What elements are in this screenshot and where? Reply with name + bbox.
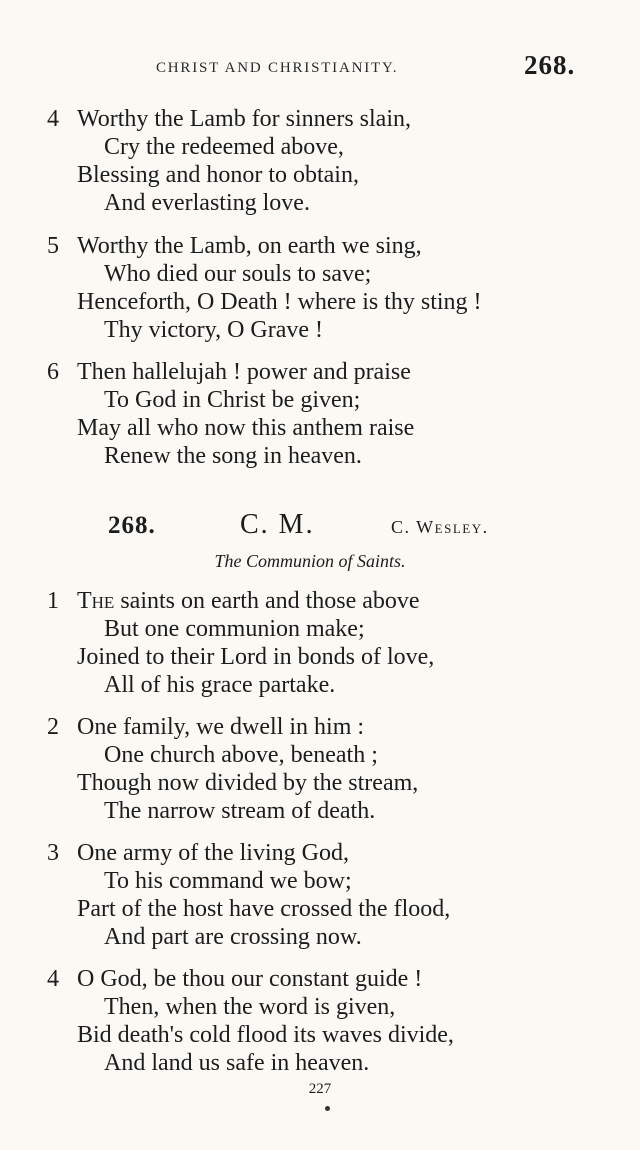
verse-line: And land us safe in heaven. [104, 1050, 370, 1076]
verse-line: One church above, beneath ; [104, 742, 378, 768]
verse-line: Renew the song in heaven. [104, 443, 362, 469]
stanza-number: 6 [47, 359, 59, 385]
verse-line: Bid death's cold flood its waves divide, [77, 1022, 454, 1048]
verse-line: May all who now this anthem raise [77, 415, 415, 441]
page-number: 227 [308, 1081, 332, 1097]
verse-line: Part of the host have crossed the flood, [77, 896, 451, 922]
verse-line: And everlasting love. [104, 190, 310, 216]
verse-line: Worthy the Lamb, on earth we sing, [77, 233, 422, 259]
verse-line: Thy victory, O Grave ! [104, 317, 324, 343]
verse-line: Who died our souls to save; [104, 261, 372, 287]
verse-line-rest: saints on earth and those above [114, 588, 420, 614]
hymn-number: 268. [108, 512, 156, 539]
stanza-number: 4 [47, 106, 59, 132]
verse-line: Cry the redeemed above, [104, 134, 344, 160]
stanza-number: 3 [47, 840, 59, 866]
verse-line: To his command we bow; [104, 868, 352, 894]
verse-line-first [77, 588, 420, 615]
stanza-number: 1 [47, 588, 59, 614]
hymn-subtitle: The Communion of Saints. [214, 551, 406, 571]
verse-line: Worthy the Lamb for sinners slain, [77, 106, 411, 132]
hymn-heading [0, 509, 640, 544]
page-hymn-number: 268. [524, 50, 576, 80]
verse-line: Blessing and honor to obtain, [77, 162, 359, 188]
verse-line: Though now divided by the stream, [77, 770, 419, 796]
hymn-author: C. Wesley. [391, 517, 489, 537]
verse-line: O God, be thou our constant guide ! [77, 966, 423, 992]
verse-line: The narrow stream of death. [104, 798, 376, 824]
stanza-number: 4 [47, 966, 59, 992]
verse-line: Then, when the word is given, [104, 994, 396, 1020]
verse-line: One family, we dwell in him : [77, 714, 365, 740]
first-word: The [77, 588, 115, 614]
stanza-number: 2 [47, 714, 59, 740]
stanza-number: 5 [47, 233, 59, 259]
verse-line: All of his grace partake. [104, 672, 336, 698]
page-header [0, 50, 640, 88]
printer-mark [325, 1106, 330, 1111]
verse-line: But one communion make; [104, 616, 365, 642]
running-title: CHRIST AND CHRISTIANITY. [156, 60, 399, 76]
verse-line: To God in Christ be given; [104, 387, 361, 413]
hymn-meter: C. M. [240, 509, 315, 540]
verse-line: Then hallelujah ! power and praise [77, 359, 411, 385]
verse-line: One army of the living God, [77, 840, 349, 866]
verse-line: Henceforth, O Death ! where is thy sting ! [77, 289, 482, 315]
verse-line: Joined to their Lord in bonds of love, [77, 644, 435, 670]
verse-line: And part are crossing now. [104, 924, 362, 950]
